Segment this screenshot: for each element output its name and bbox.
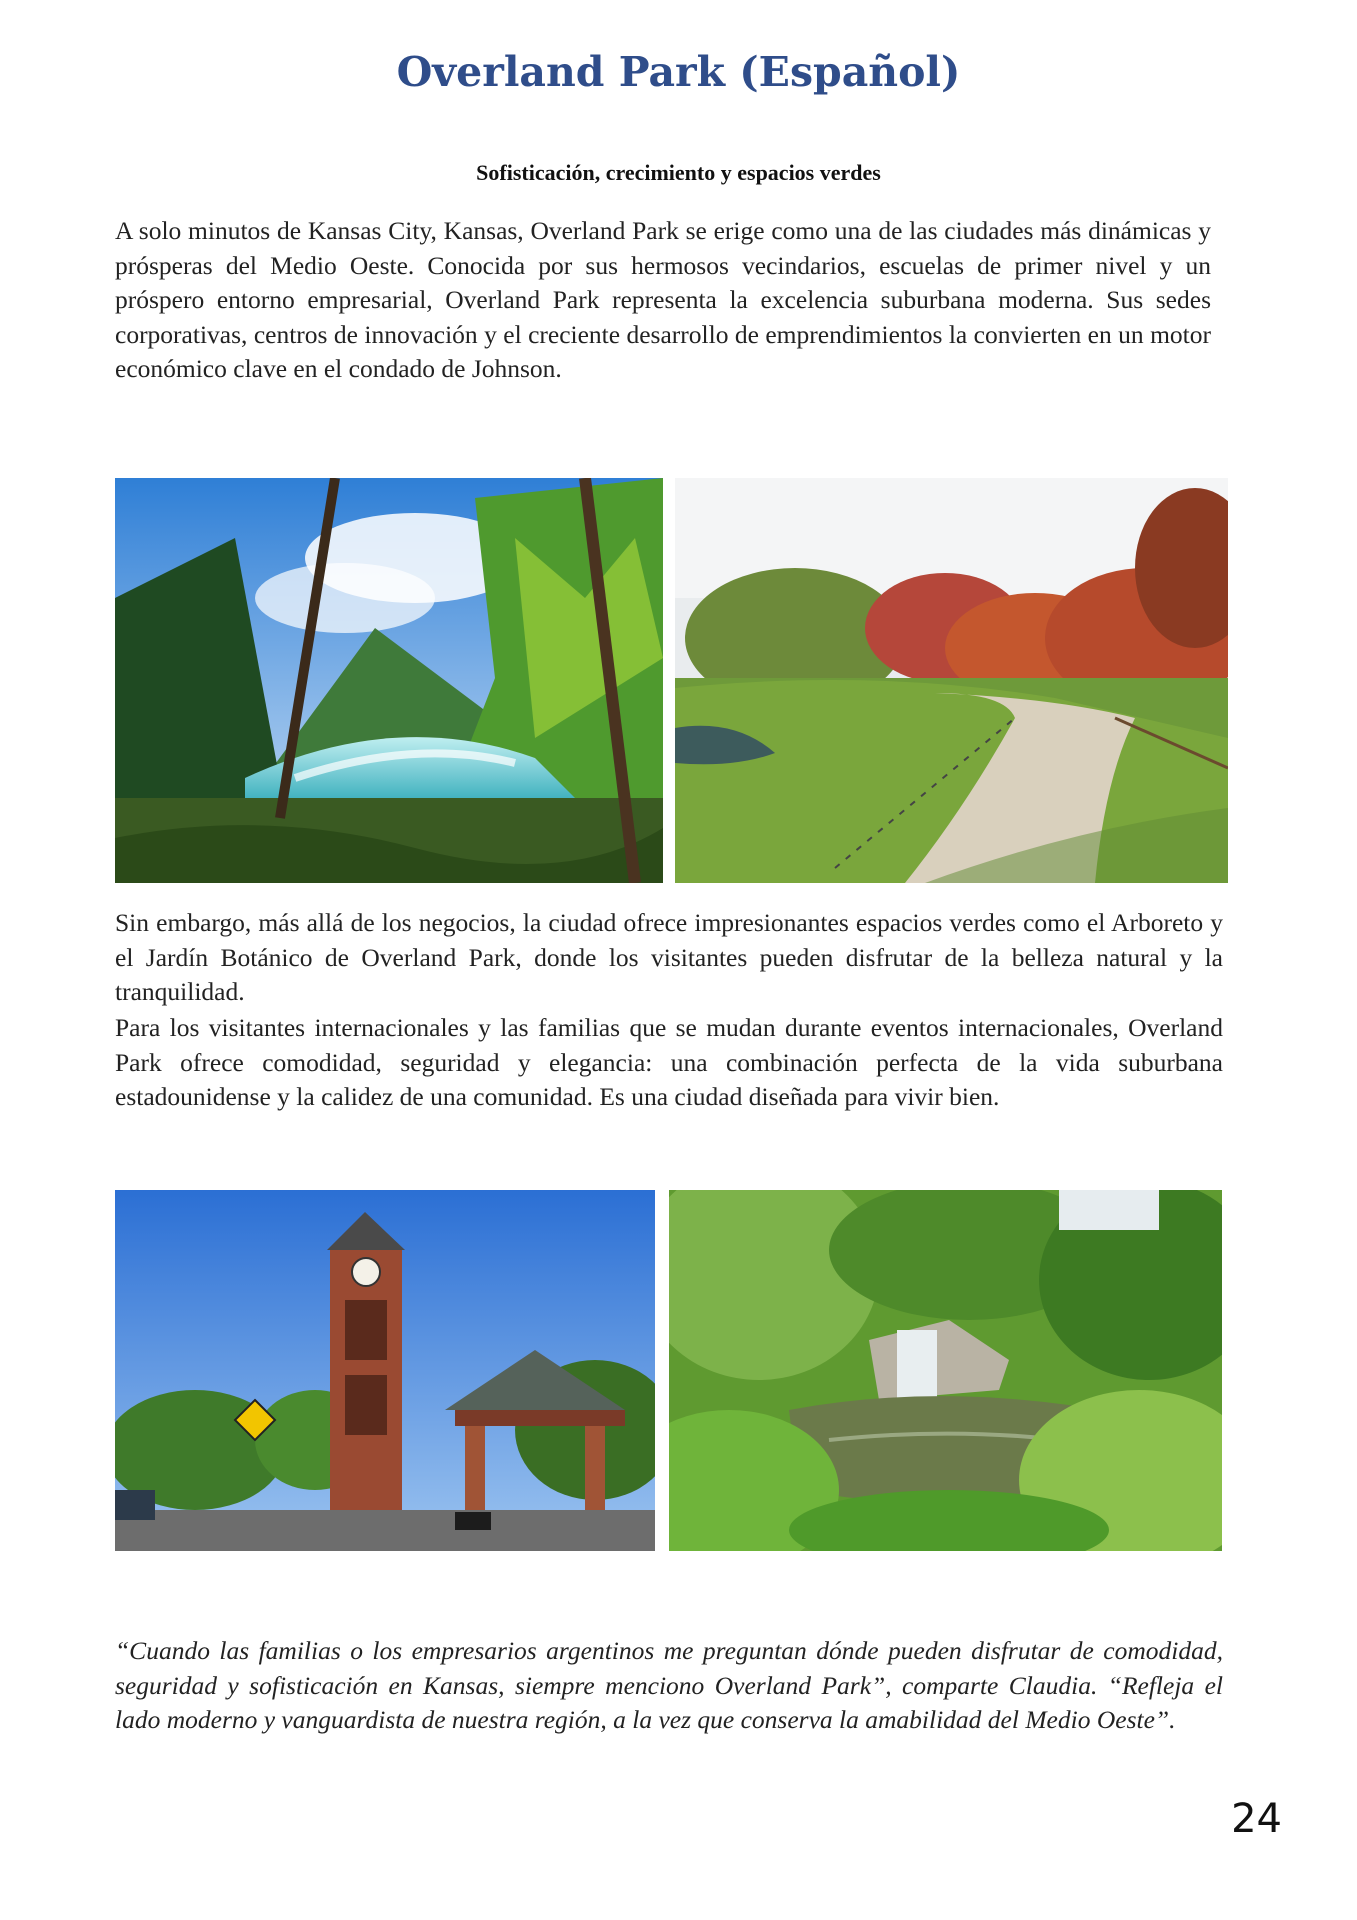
waterfall-garden-photo — [669, 1190, 1222, 1551]
page-title: Overland Park (Español) — [396, 48, 961, 96]
intro-paragraph: A solo minutos de Kansas City, Kansas, Overland Park se erige como una de las ciudades más dinámicas y prósperas del Medio Oeste. Conocida por sus hermosos vecindarios, escuelas de primer nivel y un próspero entorno empresarial, Overland Park representa la excelencia suburbana moderna. Sus sedes corporativas, centros de innovación y el creciente desarrollo de emprendimientos la convierten en un motor económico clave en el condado de Johnson. — [115, 216, 1211, 383]
autumn-park-path-photo — [675, 478, 1228, 883]
clock-tower-photo — [115, 1190, 655, 1551]
claudia-quote: “Cuando las familias o los empresarios argentinos me preguntan dónde pueden disfrutar de comodidad, seguridad y sofisticación en Kansas, siempre menciono Overland Park”, comparte Claudia. “Refleja el lado moderno y vanguardista de nuestra región, a la vez que conserva la amabilidad del Medio Oeste”. — [115, 1636, 1223, 1734]
page-number: 24 — [1231, 1796, 1282, 1842]
visitors-paragraph: Para los visitantes internacionales y las familias que se mudan durante eventos internacionales, Overland Park ofrece comodidad, seguridad y elegancia: una combinación perfecta de la vida suburbana estadounidense y la calidez de una comunidad. Es una ciudad diseñada para vivir bien. — [115, 1013, 1223, 1111]
river-forest-photo — [115, 478, 663, 883]
green-spaces-paragraph: Sin embargo, más allá de los negocios, la ciudad ofrece impresionantes espacios verdes como el Arboreto y el Jardín Botánico de Overland Park, donde los visitantes pueden disfrutar de la belleza natural y la tranquilidad. — [115, 908, 1223, 1006]
section-subtitle: Sofisticación, crecimiento y espacios verdes — [476, 160, 881, 185]
